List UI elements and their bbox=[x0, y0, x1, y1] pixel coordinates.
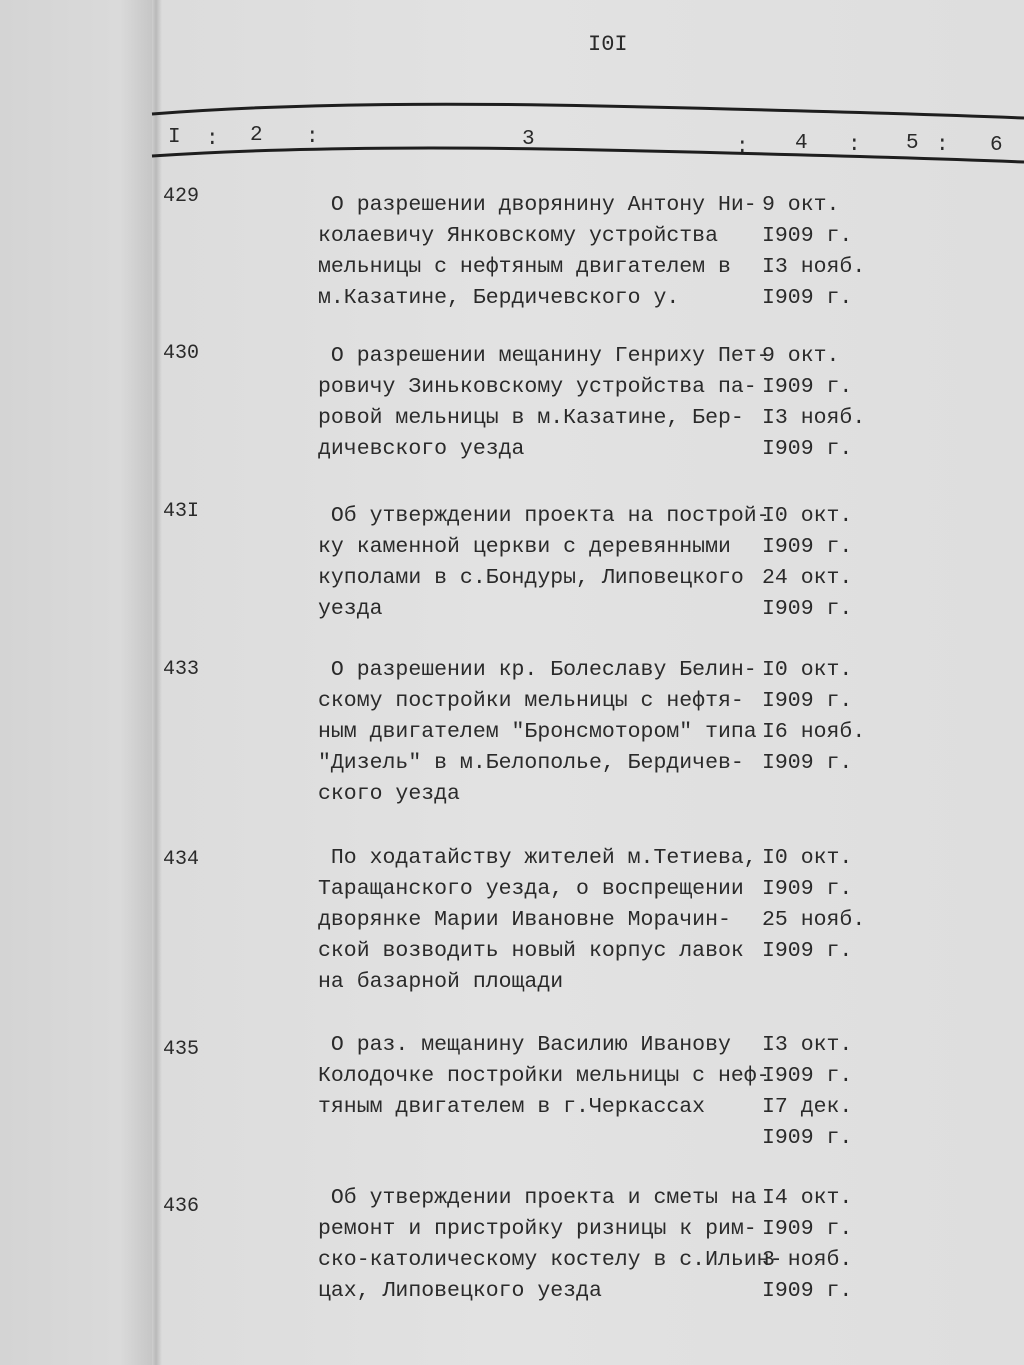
entry-dates bbox=[762, 1183, 852, 1307]
description-line: колаевичу Янковскому устройства bbox=[318, 224, 718, 248]
description-line: тяным двигателем в г.Черкассах bbox=[318, 1095, 706, 1119]
description-line: Таращанского уезда, о воспрещении bbox=[318, 877, 744, 901]
date-line: I0 окт. bbox=[762, 846, 853, 870]
entry-number: 429 bbox=[163, 185, 200, 208]
description-line: мельницы с нефтяным двигателем в bbox=[318, 255, 731, 279]
column-separator: : bbox=[848, 134, 861, 157]
date-line: I909 г. bbox=[762, 437, 853, 461]
entry-description bbox=[318, 190, 757, 314]
description-line: О разрешении мещанину Генриху Пет- bbox=[318, 344, 770, 368]
entry-description bbox=[318, 501, 770, 625]
column-separator: : bbox=[206, 128, 219, 151]
description-line: ровой мельницы в м.Казатине, Бер- bbox=[318, 406, 744, 430]
date-line: 24 окт. bbox=[762, 566, 853, 590]
date-line: I909 г. bbox=[762, 877, 853, 901]
date-line: I909 г. bbox=[762, 286, 853, 310]
date-line: 25 нояб. bbox=[762, 908, 866, 932]
header-bottom-rule bbox=[152, 148, 1024, 162]
date-line: I909 г. bbox=[762, 689, 853, 713]
date-line: I909 г. bbox=[762, 751, 853, 775]
entry-number: 434 bbox=[163, 848, 200, 871]
description-line: ско-католическому костелу в с.Ильин- bbox=[318, 1248, 783, 1272]
entry-number: 435 bbox=[163, 1038, 200, 1061]
description-line: Об утверждении проекта и сметы на bbox=[318, 1186, 757, 1210]
date-line: I3 нояб. bbox=[762, 255, 866, 279]
description-line: О раз. мещанину Василию Иванову bbox=[318, 1033, 731, 1057]
column-separator: : bbox=[736, 136, 749, 159]
description-line: на базарной площади bbox=[318, 970, 564, 994]
date-line: I909 г. bbox=[762, 1279, 853, 1303]
entry-description bbox=[318, 1183, 782, 1307]
date-line: 3 нояб. bbox=[762, 1248, 853, 1272]
column-number: 5 bbox=[906, 132, 919, 155]
description-line: дичевского уезда bbox=[318, 437, 525, 461]
entry-number: 436 bbox=[163, 1195, 200, 1218]
column-number: 3 bbox=[522, 128, 535, 151]
description-line: О разрешении дворянину Антону Ни- bbox=[318, 193, 757, 217]
entry-dates bbox=[762, 341, 865, 465]
entry-number: 430 bbox=[163, 342, 200, 365]
entry-dates bbox=[762, 655, 865, 779]
date-line: I0 окт. bbox=[762, 658, 853, 682]
date-line: 9 окт. bbox=[762, 193, 840, 217]
entry-dates bbox=[762, 1030, 852, 1154]
description-line: ным двигателем "Бронсмотором" типа bbox=[318, 720, 757, 744]
date-line: I0 окт. bbox=[762, 504, 853, 528]
description-line: Колодочке постройки мельницы с неф- bbox=[318, 1064, 770, 1088]
column-number: 4 bbox=[795, 132, 808, 155]
column-number: I bbox=[168, 126, 181, 149]
description-line: дворянке Марии Ивановне Морачин- bbox=[318, 908, 731, 932]
column-number: 6 bbox=[990, 134, 1003, 157]
entry-description bbox=[318, 655, 757, 810]
description-line: По ходатайству жителей м.Тетиева, bbox=[318, 846, 757, 870]
date-line: I909 г. bbox=[762, 1126, 853, 1150]
entry-dates bbox=[762, 501, 852, 625]
entry-number: 433 bbox=[163, 658, 200, 681]
description-line: ровичу Зиньковскому устройства па- bbox=[318, 375, 757, 399]
date-line: I909 г. bbox=[762, 375, 853, 399]
date-line: I909 г. bbox=[762, 939, 853, 963]
facing-page-bleedthrough bbox=[0, 0, 152, 1365]
entry-dates bbox=[762, 843, 865, 967]
description-line: ремонт и пристройку ризницы к рим- bbox=[318, 1217, 757, 1241]
description-line: Об утверждении проекта на построй- bbox=[318, 504, 770, 528]
entry-dates bbox=[762, 190, 865, 314]
column-separator: : bbox=[306, 126, 319, 149]
description-line: цах, Липовецкого уезда bbox=[318, 1279, 602, 1303]
description-line: скому постройки мельницы с нефтя- bbox=[318, 689, 744, 713]
date-line: I3 окт. bbox=[762, 1033, 853, 1057]
date-line: I909 г. bbox=[762, 597, 853, 621]
date-line: I6 нояб. bbox=[762, 720, 866, 744]
description-line: куполами в с.Бондуры, Липовецкого bbox=[318, 566, 744, 590]
date-line: I909 г. bbox=[762, 224, 853, 248]
date-line: I909 г. bbox=[762, 1217, 853, 1241]
description-line: О разрешении кр. Болеславу Белин- bbox=[318, 658, 757, 682]
header-rules bbox=[0, 0, 1024, 170]
date-line: I909 г. bbox=[762, 535, 853, 559]
date-line: I4 окт. bbox=[762, 1186, 853, 1210]
header-top-rule bbox=[152, 104, 1024, 118]
entry-description bbox=[318, 1030, 770, 1123]
date-line: I909 г. bbox=[762, 1064, 853, 1088]
description-line: м.Казатине, Бердичевского у. bbox=[318, 286, 680, 310]
date-line: I3 нояб. bbox=[762, 406, 866, 430]
page-number: I0I bbox=[588, 32, 628, 57]
column-separator: : bbox=[936, 134, 949, 157]
description-line: ской возводить новый корпус лавок bbox=[318, 939, 744, 963]
date-line: 9 окт. bbox=[762, 344, 840, 368]
description-line: ку каменной церкви с деревянными bbox=[318, 535, 731, 559]
entry-description bbox=[318, 341, 770, 465]
entry-description bbox=[318, 843, 757, 998]
entry-number: 43I bbox=[163, 500, 200, 523]
description-line: уезда bbox=[318, 597, 383, 621]
column-number: 2 bbox=[250, 124, 263, 147]
description-line: ского уезда bbox=[318, 782, 460, 806]
date-line: I7 дек. bbox=[762, 1095, 853, 1119]
description-line: "Дизель" в м.Белополье, Бердичев- bbox=[318, 751, 744, 775]
